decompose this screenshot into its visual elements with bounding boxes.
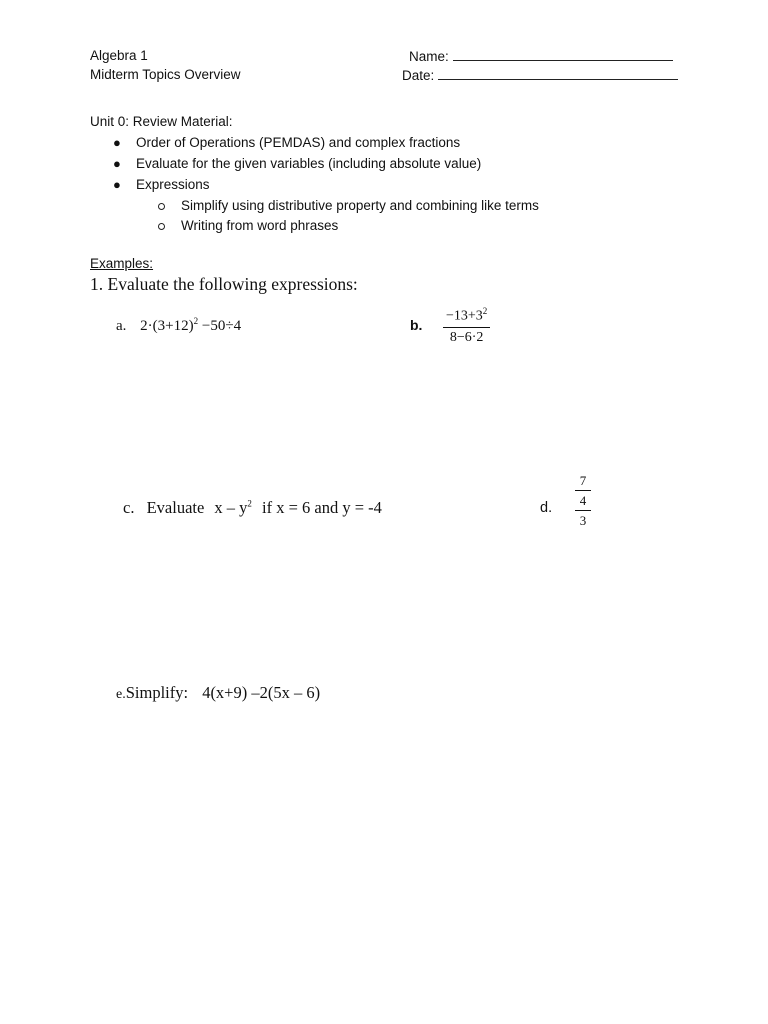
problem-d-bottom: 3 <box>579 513 587 528</box>
list-item: ● Order of Operations (PEMDAS) and complex fractions <box>113 135 461 150</box>
circle-bullet-icon <box>158 223 165 230</box>
circle-bullet-icon <box>158 203 165 210</box>
problem-c-label: c. <box>123 498 135 517</box>
list-item: ● Evaluate for the given variables (including absolute value) <box>113 156 482 171</box>
problem-d-label: d. <box>540 500 553 516</box>
list-item: Simplify using distributive property and combining like terms <box>156 197 539 217</box>
problem-c <box>123 498 382 518</box>
problem-d-middle: 4 <box>579 493 587 508</box>
name-field <box>409 48 673 64</box>
problem-e-prefix: Simplify: <box>125 683 189 702</box>
problem-b-numerator: $-13+3^2$ <box>443 306 490 328</box>
sub-topic-list <box>156 197 539 237</box>
examples-heading: Examples: <box>90 256 154 271</box>
name-blank-line <box>453 48 673 61</box>
problem-a-expression: $2\cdot(3+12)^2 -50\div 4$ <box>140 316 242 334</box>
problem-c-prefix: Evaluate <box>146 498 205 517</box>
problem-e <box>116 683 320 703</box>
question-1: 1. Evaluate the following expressions: <box>90 274 358 294</box>
problem-b-fraction <box>443 306 490 346</box>
problem-c-condition: if x = 6 and y = -4 <box>262 498 382 517</box>
list-item: Writing from word phrases <box>156 217 539 237</box>
problem-e-label: e. <box>116 687 126 702</box>
name-label: Name: <box>409 49 449 64</box>
bullet-icon: ● <box>113 135 121 150</box>
bullet-icon: ● <box>113 156 121 171</box>
problem-b-label: b. <box>410 317 423 333</box>
document-subtitle: Midterm Topics Overview <box>90 67 241 82</box>
list-item: ● Expressions <box>113 177 210 192</box>
topic-list <box>108 134 481 197</box>
problem-e-expression: 4(x+9) –2(5x – 6) <box>202 683 321 702</box>
bullet-icon: ● <box>113 177 121 192</box>
unit-title: Unit 0: Review Material: <box>90 114 233 129</box>
fraction-bar <box>575 510 591 511</box>
date-label: Date: <box>402 68 435 83</box>
problem-a <box>116 316 241 335</box>
date-blank-line <box>438 67 678 80</box>
problem-d-complex-fraction <box>575 473 591 528</box>
fraction-bar <box>575 490 591 491</box>
date-field <box>402 67 678 83</box>
problem-c-expression: x – $y^2$ <box>214 498 252 517</box>
course-title: Algebra 1 <box>90 48 148 63</box>
problem-a-label: a. <box>116 318 127 334</box>
problem-b-denominator: 8−6·2 <box>449 329 484 345</box>
problem-d-top: 7 <box>579 473 587 488</box>
